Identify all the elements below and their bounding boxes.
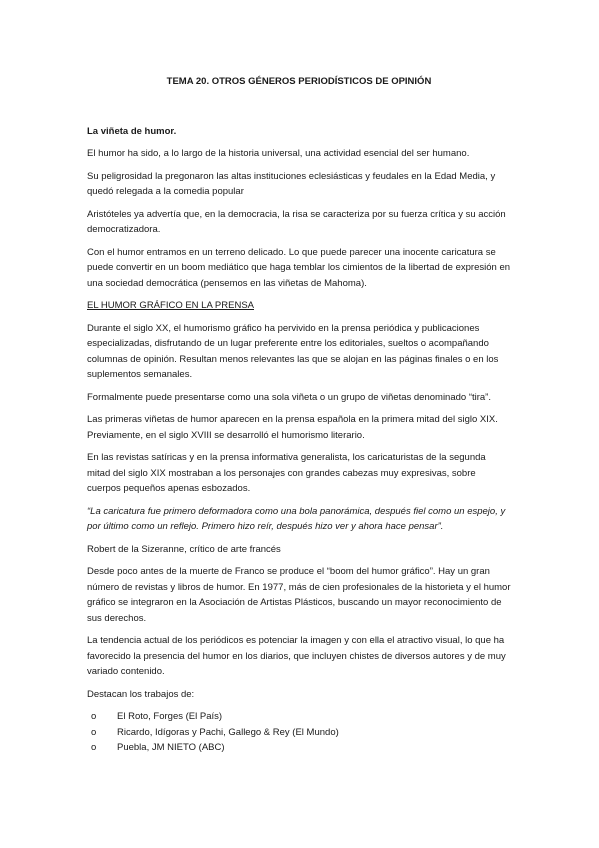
paragraph: Las primeras viñetas de humor aparecen en la prensa española en la primera mitad del siglo XIX. Previamente, en el siglo XVIII se desarrolló el humorismo literario. [87, 414, 498, 441]
bullet-icon: o [91, 726, 97, 738]
quote-attribution: Robert de la Sizeranne, crítico de arte francés [87, 543, 281, 555]
paragraph: Durante el siglo XX, el humorismo gráfico ha pervivido en la prensa periódica y publicaciones especializadas, disfrutando de un lugar preferente entre los editoriales, sueltos o acompañando columnas de opinión. Resultan menos relevantes las que se alojan en las páginas finales o en los suplementos semanales. [87, 322, 499, 380]
bullet-list [87, 709, 511, 756]
list-item [87, 709, 511, 725]
paragraph: Desde poco antes de la muerte de Franco se produce el “boom del humor gráfico”. Hay un gran número de revistas y libros de humor. En 1977, más de cien profesionales de la historieta y el humor gráfico se integraron en la Asociación de Artistas Plásticos, buscando un mayor reconocimiento de sus derechos. [87, 566, 511, 624]
list-item-text: Ricardo, Idígoras y Pachi, Gallego & Rey (El Mundo) [117, 726, 339, 738]
paragraph: Aristóteles ya advertía que, en la democracia, la risa se caracteriza por su fuerza crítica y su acción democratizadora. [87, 208, 506, 235]
paragraph: En las revistas satíricas y en la prensa informativa generalista, los caricaturistas de la segunda mitad del siglo XIX mostraban a los personajes con grandes cabezas muy expresivas, sobre cuerpos pequeños apenas esbozados. [87, 452, 486, 494]
list-item-text: Puebla, JM NIETO (ABC) [117, 742, 225, 753]
bullet-icon: o [91, 711, 97, 722]
list-item [87, 740, 511, 756]
paragraph: Formalmente puede presentarse como una sola viñeta o un grupo de viñetas denominado “tira”. [87, 391, 491, 403]
paragraph: Destacan los trabajos de: [87, 688, 195, 700]
quote: “La caricatura fue primero deformadora como una bola panorámica, después fiel como un espejo, y por último como un reflejo. Primero hizo reír, después hizo ver y ahora hace pensar”. [87, 505, 506, 532]
document-title: TEMA 20. OTROS GÉNEROS PERIODÍSTICOS DE OPINIÓN [166, 76, 432, 87]
subtitle: La viñeta de humor. [87, 125, 177, 137]
bullet-icon: o [91, 742, 97, 753]
paragraph: El humor ha sido, a lo largo de la historia universal, una actividad esencial del ser humano. [87, 148, 470, 159]
list-item [87, 725, 511, 741]
paragraph: La tendencia actual de los periódicos es potenciar la imagen y con ella el atractivo visual, lo que ha favorecido la presencia del humor en los diarios, que incluyen chistes de diversos autores y de muy variado contenido. [87, 635, 506, 677]
list-item-text: El Roto, Forges (El País) [117, 711, 223, 722]
paragraph: Con el humor entramos en un terreno delicado. Lo que puede parecer una inocente caricatura se puede convertir en un boom mediático que haga temblar los cimientos de la libertad de expresión en una sociedad democrática (pensemos en las viñetas de Mahoma). [87, 246, 511, 289]
section-heading: EL HUMOR GRÁFICO EN LA PRENSA [87, 300, 254, 311]
paragraph: Su peligrosidad la pregonaron las altas instituciones eclesiásticas y feudales en la Edad Media, y quedó relegada a la comedia popular [87, 170, 496, 197]
